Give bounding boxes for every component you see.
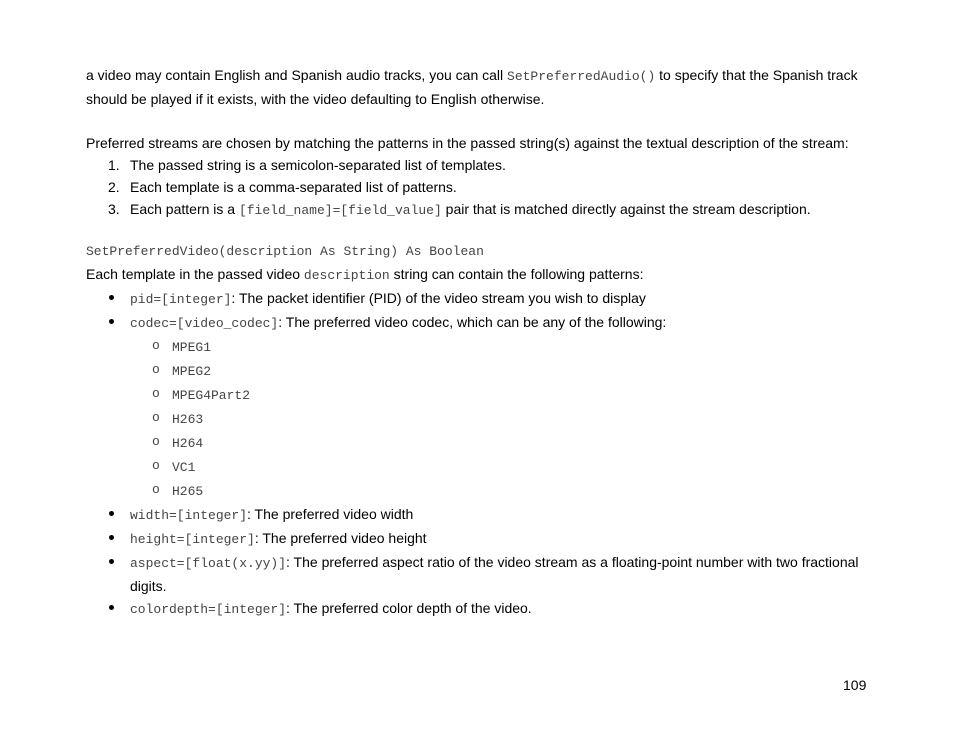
inline-code-set-preferred-audio: SetPreferredAudio() xyxy=(507,69,656,84)
codec-name: VC1 xyxy=(172,460,196,475)
pattern-fields-list-continued xyxy=(86,503,876,621)
method-description-end: string can contain the following patterns: xyxy=(389,266,644,282)
list-number: 3. xyxy=(108,201,120,217)
bullet-icon xyxy=(109,559,114,564)
list-item xyxy=(86,455,876,479)
codec-name: MPEG2 xyxy=(172,364,212,379)
list-item xyxy=(86,597,876,621)
inline-code-description: description xyxy=(303,268,390,283)
list-item xyxy=(86,527,876,551)
field-code: pid=[integer] xyxy=(130,292,232,307)
field-code: height=[integer] xyxy=(130,532,255,547)
paragraph-gap xyxy=(86,222,876,241)
field-description: : The preferred video height xyxy=(254,530,427,546)
list-number: 2. xyxy=(108,179,120,195)
body-text xyxy=(86,64,876,621)
bullet-icon xyxy=(109,535,114,540)
list-text: Each pattern is a xyxy=(130,201,239,217)
codec-list xyxy=(86,335,876,503)
codec-name: H265 xyxy=(172,484,204,499)
sub-bullet-icon: o xyxy=(152,338,160,353)
bullet-icon xyxy=(109,295,114,300)
pattern-fields-list xyxy=(86,287,876,335)
list-item xyxy=(86,287,876,311)
sub-bullet-icon: o xyxy=(152,482,160,497)
method-description-start: Each template in the passed video xyxy=(86,266,304,282)
list-item xyxy=(86,198,876,222)
sub-bullet-icon: o xyxy=(152,386,160,401)
page-number: 109 xyxy=(843,677,867,693)
list-text: The passed string is a semicolon-separated list of templates. xyxy=(130,157,506,173)
field-description: : The packet identifier (PID) of the video stream you wish to display xyxy=(231,290,646,306)
sub-bullet-icon: o xyxy=(152,458,160,473)
codec-name: H264 xyxy=(172,436,204,451)
list-item xyxy=(86,407,876,431)
field-description: : The preferred aspect ratio of the video stream as a floating-point number with two fractional digits. xyxy=(130,554,859,594)
matching-steps-list xyxy=(86,154,876,222)
codec-name: MPEG1 xyxy=(172,340,212,355)
sub-bullet-icon: o xyxy=(152,362,160,377)
paragraph-gap xyxy=(86,110,876,132)
list-item xyxy=(86,176,876,198)
list-item xyxy=(86,359,876,383)
list-item xyxy=(86,503,876,527)
sub-bullet-icon: o xyxy=(152,434,160,449)
bullet-icon xyxy=(109,319,114,324)
field-description: : The preferred video width xyxy=(247,506,414,522)
sub-bullet-icon: o xyxy=(152,410,160,425)
list-item xyxy=(86,431,876,455)
list-text: Each template is a comma-separated list of patterns. xyxy=(130,179,457,195)
method-signature: SetPreferredVideo(description As String) As Boolean xyxy=(86,244,484,259)
list-item xyxy=(86,335,876,359)
field-code: width=[integer] xyxy=(130,508,248,523)
list-number: 1. xyxy=(108,157,120,173)
list-item xyxy=(86,383,876,407)
field-description: : The preferred video codec, which can be any of the following: xyxy=(278,314,667,330)
list-item xyxy=(86,154,876,176)
codec-name: H263 xyxy=(172,412,204,427)
list-item xyxy=(86,551,876,597)
field-code: codec=[video_codec] xyxy=(130,316,279,331)
intro-paragraph xyxy=(86,64,876,110)
inline-code-field-pair: [field_name]=[field_value] xyxy=(238,203,442,218)
method-description xyxy=(86,263,876,287)
list-text: pair that is matched directly against the stream description. xyxy=(441,201,811,217)
bullet-icon xyxy=(109,605,114,610)
field-code: colordepth=[integer] xyxy=(130,602,287,617)
field-code: aspect=[float(x.yy)] xyxy=(130,556,287,571)
codec-name: MPEG4Part2 xyxy=(172,388,251,403)
list-item xyxy=(86,311,876,335)
field-description: : The preferred color depth of the video. xyxy=(286,600,532,616)
matching-paragraph: Preferred streams are chosen by matching the patterns in the passed string(s) against the textual description of the stream: xyxy=(86,135,849,151)
intro-text-end: to specify that the Spanish track should be played if it exists, with the video defaulting to English otherwise. xyxy=(86,67,858,107)
bullet-icon xyxy=(109,511,114,516)
intro-text-start: a video may contain English and Spanish audio tracks, you can call xyxy=(86,67,508,83)
list-item xyxy=(86,479,876,503)
